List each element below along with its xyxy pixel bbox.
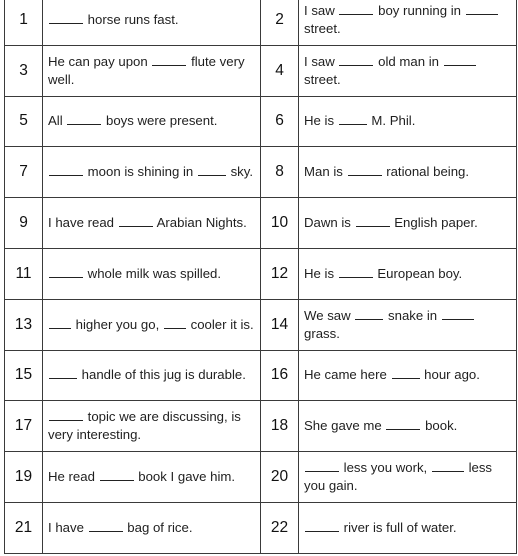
sentence-fragment: river is full of water.	[343, 519, 457, 535]
sentence-fragment: cooler it is.	[190, 316, 254, 332]
question-sentence	[299, 198, 517, 249]
sentence-fragment: old man in	[378, 53, 439, 69]
sentence-fragment: grass.	[304, 325, 340, 341]
table-row	[5, 452, 517, 503]
question-sentence	[299, 147, 517, 198]
sentence-fragment: She gave me	[304, 418, 382, 434]
question-number: 11	[5, 248, 43, 299]
answer-blank[interactable]	[432, 470, 464, 472]
answer-blank[interactable]	[386, 428, 420, 430]
answer-blank[interactable]	[339, 64, 373, 66]
sentence-fragment: He can pay upon	[48, 53, 148, 69]
answer-blank[interactable]	[119, 225, 153, 227]
question-sentence	[299, 248, 517, 299]
question-sentence	[43, 96, 261, 147]
sentence-fragment: less you gain.	[304, 460, 493, 494]
answer-blank[interactable]	[339, 123, 367, 125]
question-number: 17	[5, 401, 43, 452]
table-row	[5, 0, 517, 45]
question-sentence	[43, 248, 261, 299]
sentence-fragment: boy running in	[378, 2, 461, 18]
table-row	[5, 401, 517, 452]
sentence-fragment: Dawn is	[304, 215, 351, 231]
answer-blank[interactable]	[444, 64, 476, 66]
sentence-fragment: topic we are discussing, is very interesting.	[48, 409, 241, 443]
question-number: 4	[261, 45, 299, 96]
question-number: 12	[261, 248, 299, 299]
question-number: 20	[261, 452, 299, 503]
sentence-fragment: Arabian Nights.	[156, 215, 247, 231]
question-number: 16	[261, 350, 299, 401]
sentence-fragment: All	[48, 113, 63, 129]
answer-blank[interactable]	[49, 327, 71, 329]
sentence-fragment: rational being.	[386, 164, 470, 180]
sentence-fragment: bag of rice.	[127, 519, 193, 535]
question-number: 22	[261, 502, 299, 553]
table-row	[5, 502, 517, 553]
question-sentence	[299, 45, 517, 96]
question-number: 13	[5, 299, 43, 350]
answer-blank[interactable]	[49, 276, 83, 278]
question-number: 15	[5, 350, 43, 401]
question-sentence	[43, 299, 261, 350]
question-number: 1	[5, 0, 43, 45]
question-sentence	[299, 502, 517, 553]
answer-blank[interactable]	[49, 377, 77, 379]
question-number: 8	[261, 147, 299, 198]
sentence-fragment: M. Phil.	[371, 113, 416, 129]
table-row	[5, 147, 517, 198]
answer-blank[interactable]	[348, 174, 382, 176]
sentence-fragment: flute very well.	[48, 53, 245, 87]
question-number: 10	[261, 198, 299, 249]
answer-blank[interactable]	[49, 174, 83, 176]
exercise-table	[4, 0, 517, 554]
sentence-fragment: moon is shining in	[87, 164, 194, 180]
sentence-fragment: snake in	[388, 307, 438, 323]
sentence-fragment: I saw	[304, 53, 335, 69]
question-sentence	[43, 452, 261, 503]
sentence-fragment: boys were present.	[106, 113, 218, 129]
sentence-fragment: book I gave him.	[138, 469, 236, 485]
table-row	[5, 198, 517, 249]
answer-blank[interactable]	[442, 318, 474, 320]
sentence-fragment: Man is	[304, 164, 343, 180]
question-number: 6	[261, 96, 299, 147]
sentence-fragment: English paper.	[394, 215, 478, 231]
sentence-fragment: He is	[304, 113, 335, 129]
sentence-fragment: hour ago.	[424, 367, 480, 383]
question-number: 18	[261, 401, 299, 452]
answer-blank[interactable]	[356, 225, 390, 227]
sentence-fragment: He is	[304, 265, 335, 281]
exercise-rows	[5, 0, 517, 553]
answer-blank[interactable]	[198, 174, 226, 176]
question-sentence	[43, 350, 261, 401]
sentence-fragment: higher you go,	[75, 316, 160, 332]
question-sentence	[299, 350, 517, 401]
answer-blank[interactable]	[466, 13, 498, 15]
sentence-fragment: I have	[48, 519, 84, 535]
sentence-fragment: handle of this jug is durable.	[81, 367, 246, 383]
answer-blank[interactable]	[89, 530, 123, 532]
sentence-fragment: street.	[304, 20, 341, 36]
sentence-fragment: He came here	[304, 367, 387, 383]
sentence-fragment: horse runs fast.	[87, 11, 179, 27]
question-sentence	[43, 147, 261, 198]
question-sentence	[43, 45, 261, 96]
answer-blank[interactable]	[339, 13, 373, 15]
answer-blank[interactable]	[339, 276, 373, 278]
answer-blank[interactable]	[305, 530, 339, 532]
table-row	[5, 248, 517, 299]
question-sentence	[43, 401, 261, 452]
table-row	[5, 299, 517, 350]
question-number: 9	[5, 198, 43, 249]
table-row	[5, 96, 517, 147]
sentence-fragment: street.	[304, 71, 341, 87]
question-number: 21	[5, 502, 43, 553]
question-sentence	[43, 0, 261, 45]
answer-blank[interactable]	[67, 123, 101, 125]
answer-blank[interactable]	[164, 327, 186, 329]
sentence-fragment: sky.	[230, 164, 254, 180]
question-sentence	[299, 401, 517, 452]
table-row	[5, 45, 517, 96]
question-number: 7	[5, 147, 43, 198]
answer-blank[interactable]	[100, 479, 134, 481]
answer-blank[interactable]	[392, 377, 420, 379]
answer-blank[interactable]	[49, 419, 83, 421]
answer-blank[interactable]	[305, 470, 339, 472]
question-sentence	[299, 452, 517, 503]
answer-blank[interactable]	[49, 22, 83, 24]
question-number: 2	[261, 0, 299, 45]
question-sentence	[299, 0, 517, 45]
sentence-fragment: We saw	[304, 307, 351, 323]
sentence-fragment: book.	[425, 418, 458, 434]
question-sentence	[43, 198, 261, 249]
question-number: 14	[261, 299, 299, 350]
answer-blank[interactable]	[355, 318, 383, 320]
answer-blank[interactable]	[152, 64, 186, 66]
sentence-fragment: He read	[48, 469, 95, 485]
question-number: 5	[5, 96, 43, 147]
sentence-fragment: less you work,	[343, 460, 428, 476]
sentence-fragment: whole milk was spilled.	[87, 265, 222, 281]
sentence-fragment: I saw	[304, 2, 335, 18]
sentence-fragment: I have read	[48, 215, 114, 231]
question-sentence	[299, 299, 517, 350]
question-number: 19	[5, 452, 43, 503]
table-row	[5, 350, 517, 401]
question-sentence	[299, 96, 517, 147]
question-sentence	[43, 502, 261, 553]
sentence-fragment: European boy.	[377, 265, 463, 281]
question-number: 3	[5, 45, 43, 96]
